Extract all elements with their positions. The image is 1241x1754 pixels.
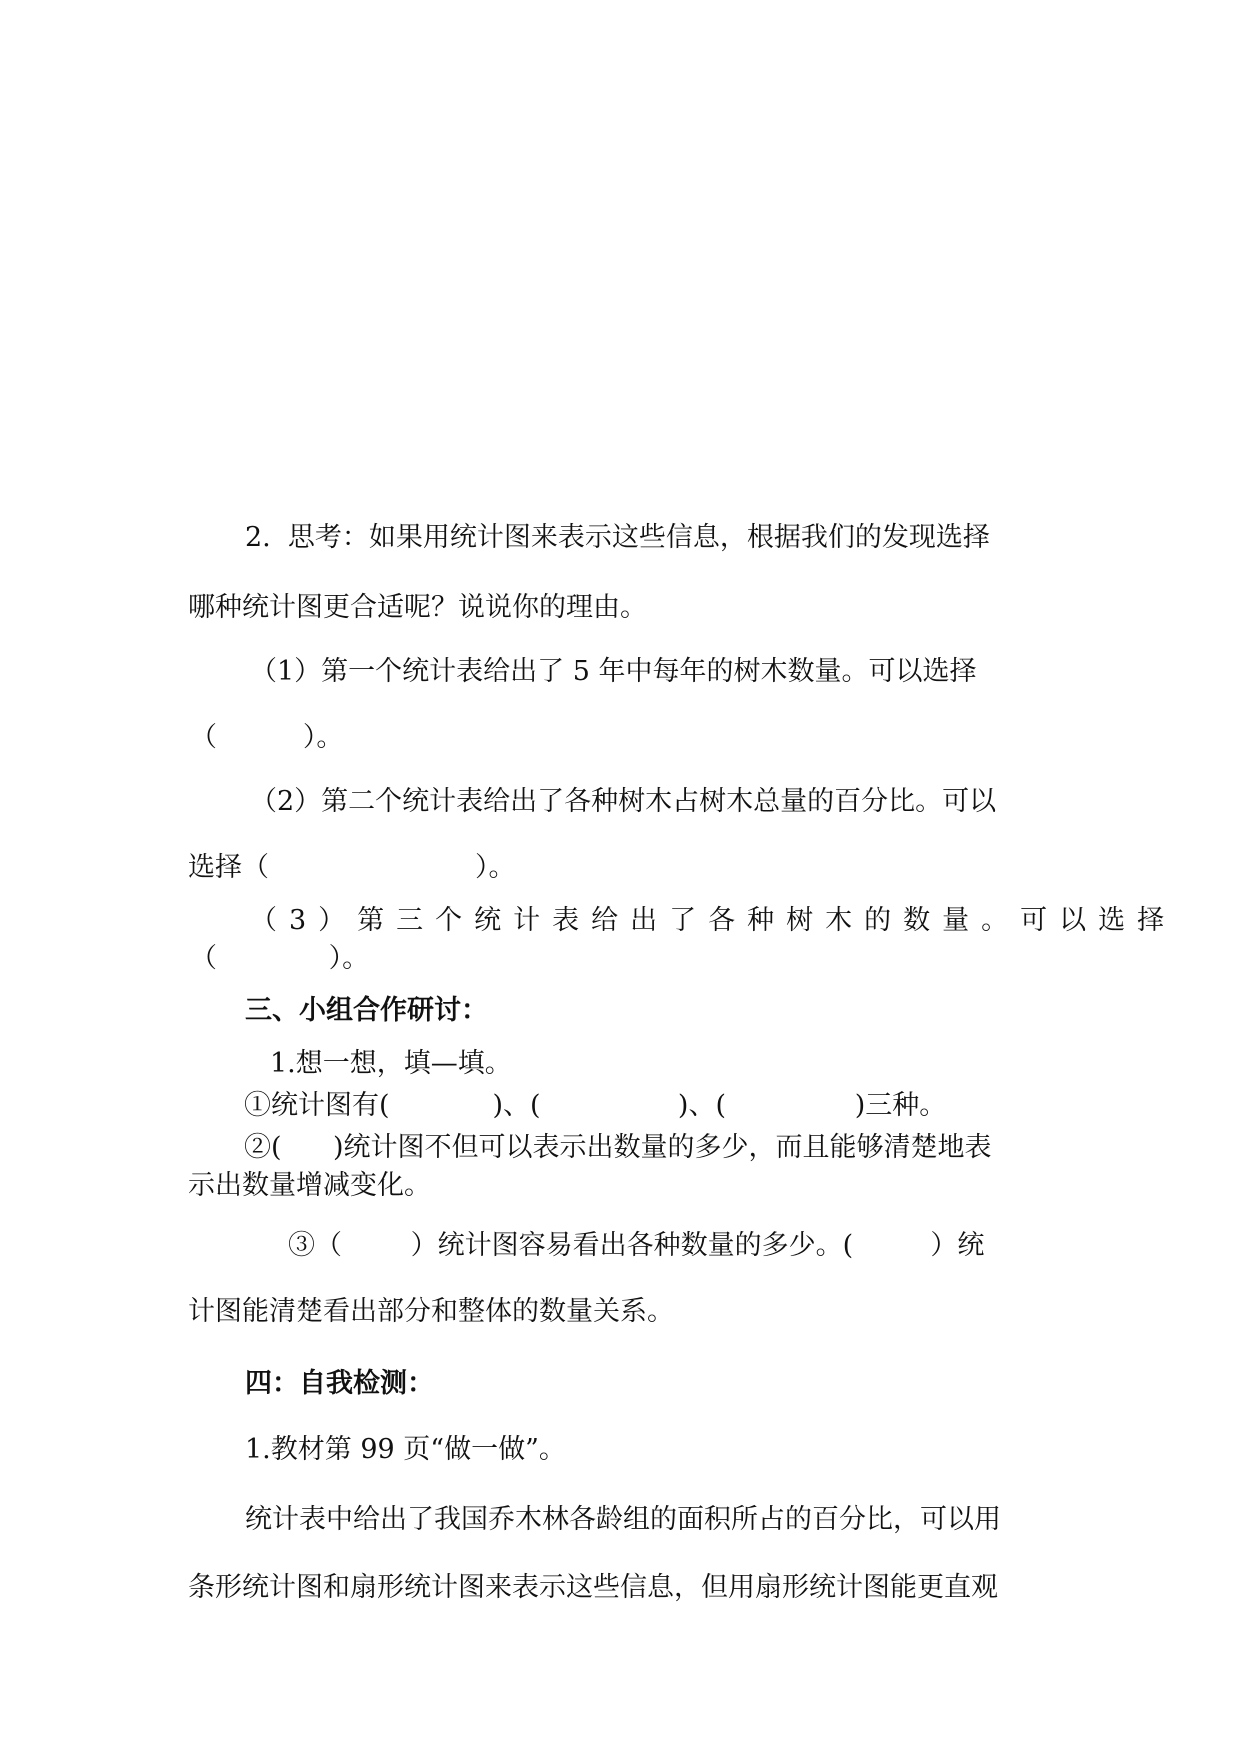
item2-line2: 选择（ ）。 <box>188 852 516 883</box>
paragraph-line1: 统计表中给出了我国乔木林各龄组的面积所占的百分比，可以用 <box>245 1504 1001 1535</box>
paragraph-line2: 条形统计图和扇形统计图来表示这些信息，但用扇形统计图能更直观 <box>188 1572 998 1603</box>
section4-heading: 四：自我检测： <box>245 1368 434 1399</box>
think-question-line2: 哪种统计图更合适呢？说说你的理由。 <box>188 592 647 623</box>
fill-item1: ①统计图有( )、( )、( )三种。 <box>244 1090 947 1121</box>
item1-line1: （1）第一个统计表给出了 5 年中每年的树木数量。可以选择 <box>250 656 977 687</box>
fill-item3-line2: 计图能清楚看出部分和整体的数量关系。 <box>188 1296 674 1327</box>
item3-line1: （3）第三个统计表给出了各种树木的数量。可以选择 <box>250 905 1177 936</box>
fill-item2-line2: 示出数量增减变化。 <box>188 1170 431 1201</box>
item3-line2: （ ）。 <box>190 943 370 974</box>
section3-heading: 三、小组合作研讨： <box>245 995 488 1026</box>
fill-item3-line1: ③（ ）统计图容易看出各种数量的多少。( ）统 <box>288 1230 985 1261</box>
fill-title: 1.想一想，填—填。 <box>270 1048 512 1079</box>
check-item1: 1.教材第 99 页“做一做”。 <box>245 1434 566 1465</box>
fill-item2-line1: ②( )统计图不但可以表示出数量的多少，而且能够清楚地表 <box>244 1132 992 1163</box>
item1-line2: （ ）。 <box>190 722 344 753</box>
item2-line1: （2）第二个统计表给出了各种树木占树木总量的百分比。可以 <box>250 786 997 817</box>
think-question-line1: 2. 思考：如果用统计图来表示这些信息，根据我们的发现选择 <box>245 522 990 553</box>
